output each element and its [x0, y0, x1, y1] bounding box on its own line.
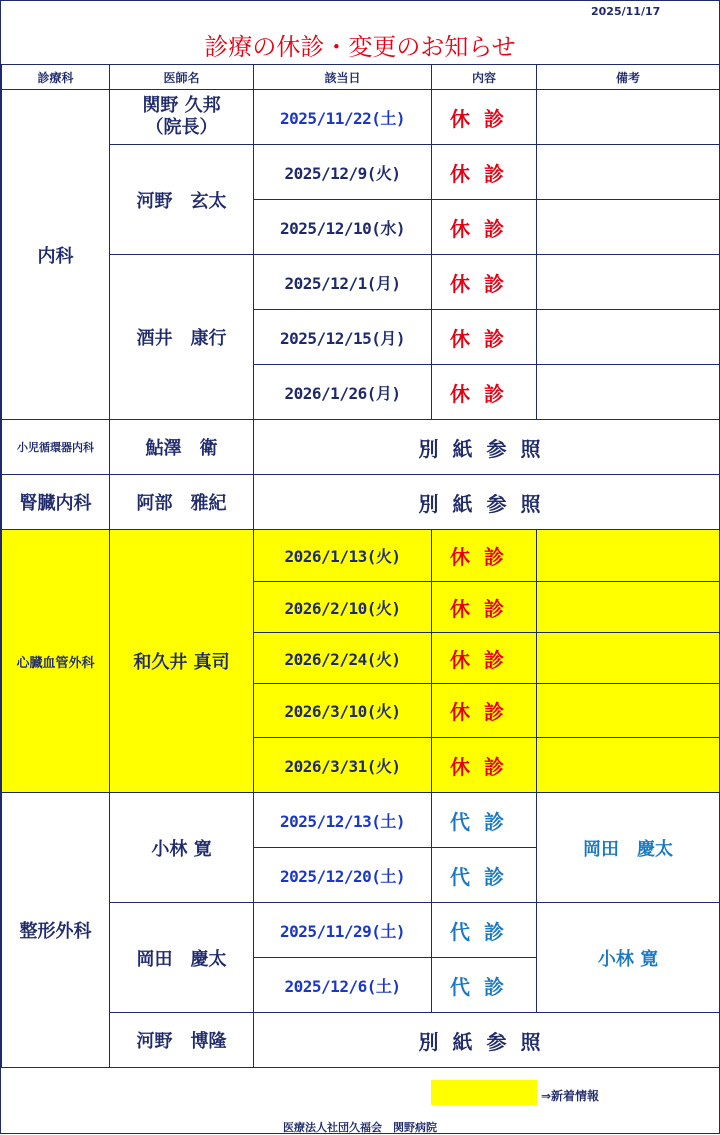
date-cell: 2025/12/13(土)	[254, 793, 432, 848]
col-header-dept: 診療科	[2, 65, 110, 90]
header-row	[2, 65, 720, 90]
date-cell: 2026/3/31(火)	[254, 738, 432, 793]
remarks-cell	[537, 738, 720, 793]
remarks-cell	[537, 255, 720, 310]
doctor-okada: 岡田 慶太	[110, 903, 254, 1013]
col-header-remarks: 備考	[537, 65, 720, 90]
date-cell: 2025/12/20(土)	[254, 848, 432, 903]
status-kyushin: 休診	[432, 582, 537, 633]
table-row	[2, 475, 720, 530]
status-daishin: 代診	[432, 903, 537, 958]
issue-date: 2025/11/17	[591, 5, 661, 18]
status-kyushin: 休診	[432, 310, 537, 365]
table-row	[2, 793, 720, 848]
remarks-cell	[537, 684, 720, 738]
date-cell: 2025/12/10(水)	[254, 200, 432, 255]
status-daishin: 代診	[432, 793, 537, 848]
table-row	[2, 90, 720, 145]
table-row-new	[2, 530, 720, 582]
remarks-cell	[537, 633, 720, 684]
col-header-date: 該当日	[254, 65, 432, 90]
status-kyushin: 休診	[432, 200, 537, 255]
status-daishin: 代診	[432, 848, 537, 903]
table-row	[2, 1013, 720, 1068]
status-kyushin: 休診	[432, 145, 537, 200]
date-cell: 2025/12/9(火)	[254, 145, 432, 200]
legend-swatch	[431, 1080, 537, 1105]
substitute-doctor: 小林 寛	[537, 903, 720, 1013]
remarks-cell	[537, 310, 720, 365]
date-cell: 2025/12/1(月)	[254, 255, 432, 310]
status-kyushin: 休診	[432, 255, 537, 310]
doctor-ayusawa: 鮎澤 衛	[110, 420, 254, 475]
page-title: 診療の休診・変更のお知らせ	[204, 33, 516, 61]
dept-shinzo: 心臓血管外科	[2, 530, 110, 793]
hospital-name: 医療法人社団久福会 関野病院	[283, 1121, 437, 1134]
status-daishin: 代診	[432, 958, 537, 1013]
see-attachment: 別紙参照	[254, 1013, 720, 1068]
status-kyushin: 休診	[432, 738, 537, 793]
dept-seikei: 整形外科	[2, 793, 110, 1068]
date-cell: 2026/1/26(月)	[254, 365, 432, 420]
table-row	[2, 255, 720, 310]
remarks-cell	[537, 365, 720, 420]
doctor-kawano-hirotaka: 河野 博隆	[110, 1013, 254, 1068]
date-cell: 2026/1/13(火)	[254, 530, 432, 582]
date-cell: 2025/12/6(土)	[254, 958, 432, 1013]
schedule-table	[1, 64, 720, 1068]
doctor-wakui: 和久井 真司	[110, 530, 254, 793]
remarks-cell	[537, 145, 720, 200]
status-kyushin: 休診	[432, 365, 537, 420]
date-cell: 2025/11/22(土)	[254, 90, 432, 145]
doctor-kawano-genta: 河野 玄太	[110, 145, 254, 255]
substitute-doctor: 岡田 慶太	[537, 793, 720, 903]
remarks-cell	[537, 90, 720, 145]
table-row	[2, 145, 720, 200]
date-cell: 2026/2/24(火)	[254, 633, 432, 684]
col-header-doctor: 医師名	[110, 65, 254, 90]
status-kyushin: 休診	[432, 633, 537, 684]
doctor-sakai: 酒井 康行	[110, 255, 254, 420]
status-kyushin: 休診	[432, 90, 537, 145]
legend-label: ⇒新着情報	[541, 1089, 600, 1103]
remarks-cell	[537, 530, 720, 582]
status-kyushin: 休診	[432, 684, 537, 738]
remarks-cell	[537, 582, 720, 633]
doctor-abe: 阿部 雅紀	[110, 475, 254, 530]
doctor-sekino: 関野 久邦 （院長）	[110, 90, 254, 145]
doctor-kobayashi: 小林 寛	[110, 793, 254, 903]
date-cell: 2026/3/10(火)	[254, 684, 432, 738]
status-kyushin: 休診	[432, 530, 537, 582]
col-header-content: 内容	[432, 65, 537, 90]
table-row	[2, 420, 720, 475]
remarks-cell	[537, 200, 720, 255]
date-cell: 2025/12/15(月)	[254, 310, 432, 365]
date-cell: 2026/2/10(火)	[254, 582, 432, 633]
see-attachment: 別紙参照	[254, 475, 720, 530]
see-attachment: 別紙参照	[254, 420, 720, 475]
date-cell: 2025/11/29(土)	[254, 903, 432, 958]
dept-naika: 内科	[2, 90, 110, 420]
table-row	[2, 903, 720, 958]
dept-shoni: 小児循環器内科	[2, 420, 110, 475]
dept-jinzo: 腎臓内科	[2, 475, 110, 530]
